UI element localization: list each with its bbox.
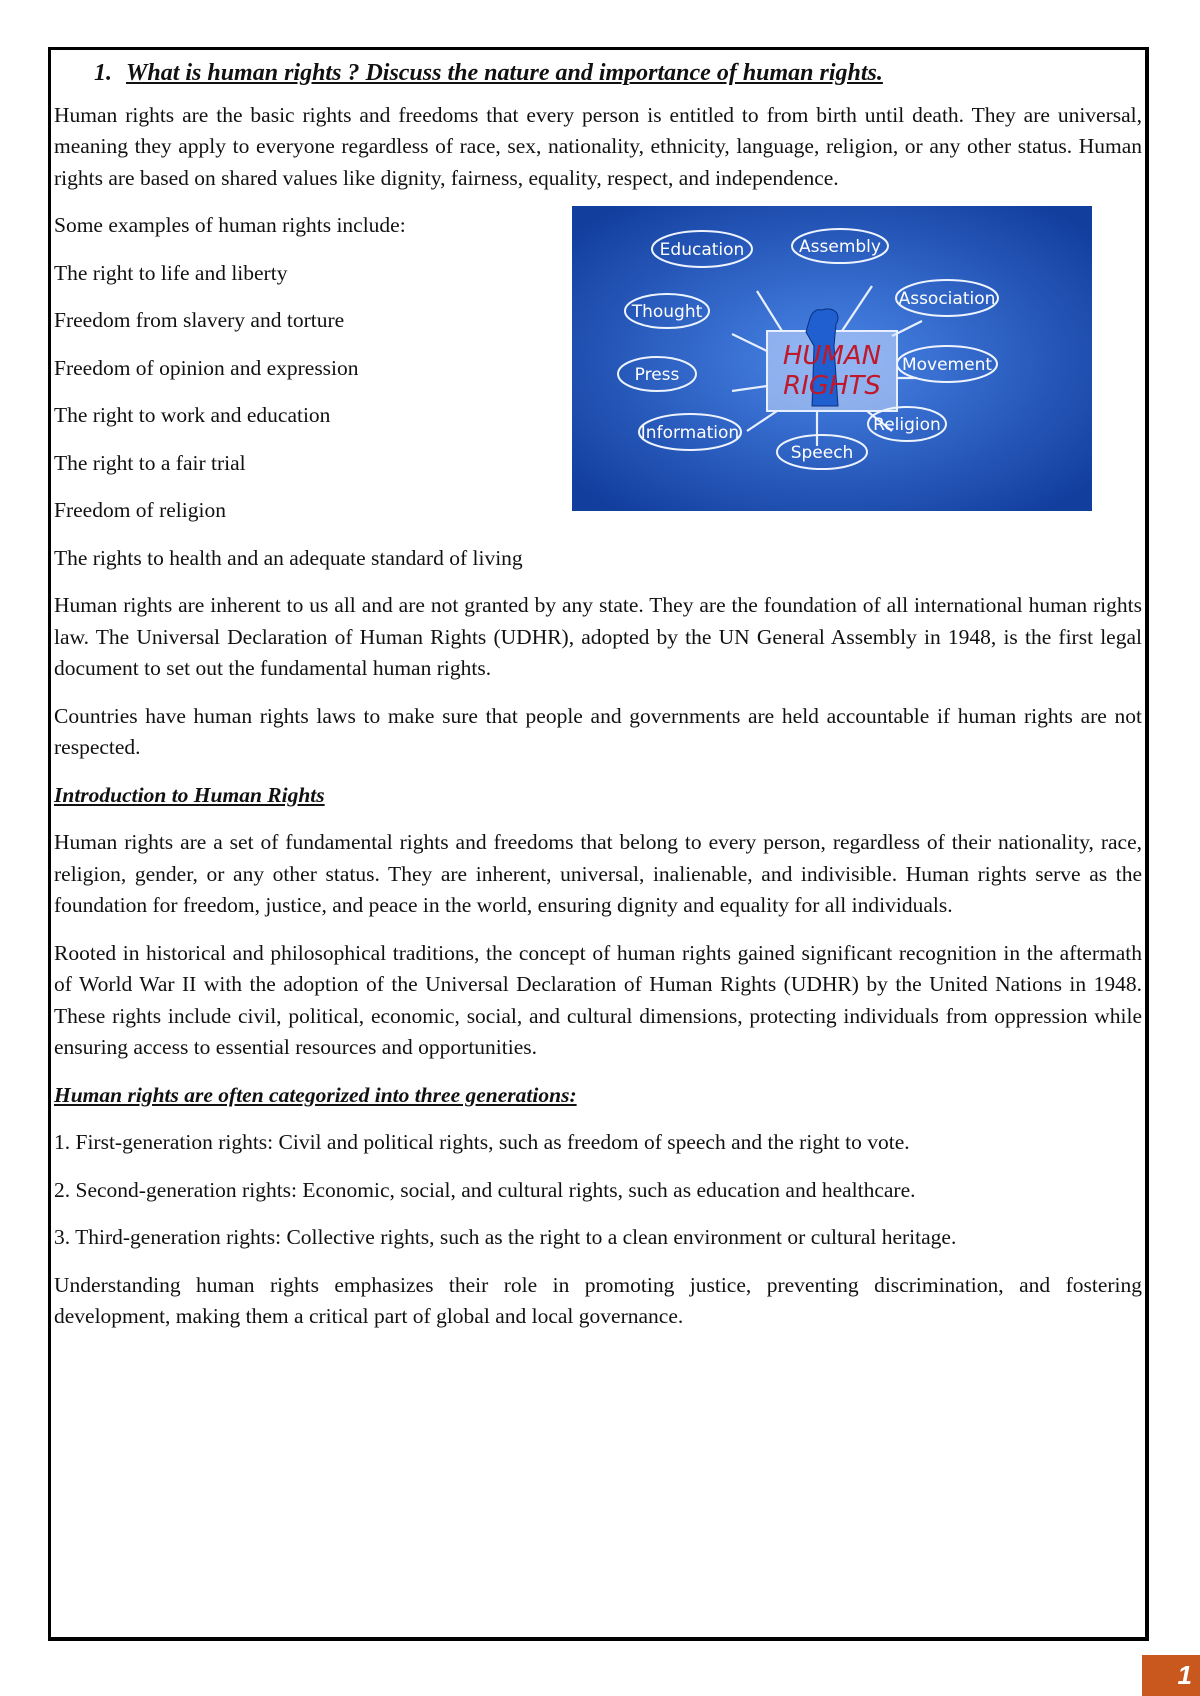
page-number: 1 [1142, 1655, 1200, 1696]
question-heading [94, 58, 1142, 90]
bubble-label-education: Education [659, 240, 745, 260]
closing-paragraph: Understanding human rights emphasizes their role in promoting justice, preventing discrimination, and fostering development, making them a critical part of global and local governance. [54, 1272, 1142, 1328]
bubble-label-assembly: Assembly [799, 237, 881, 257]
bubble-label-movement: Movement [901, 355, 993, 375]
section-heading-introduction: Introduction to Human Rights [54, 782, 325, 807]
examples-section [54, 210, 1142, 543]
intro-paragraph: Human rights are the basic rights and freedoms that every person is entitled to from birth until death. They are universal, meaning they apply to everyone regardless of race, sex, nationality, ethnicity, language, religion, or any other status. Human rights are based on shared values like dignity, fairness, equality, respect, and independence. [54, 102, 1142, 190]
examples-last-item: The rights to health and an adequate standard of living [54, 545, 523, 570]
countries-paragraph: Countries have human rights laws to make sure that people and governments are held accountable if human rights are not respected. [54, 703, 1142, 759]
document-body [54, 58, 1142, 1349]
bubble-label-press: Press [634, 365, 680, 385]
example-item: Freedom from slavery and torture [54, 308, 345, 332]
bubble-label-speech: Speech [790, 443, 854, 463]
bubble-label-religion: Religion [873, 415, 941, 435]
rooted-paragraph: Rooted in historical and philosophical traditions, the concept of human rights gained significant recognition in the aftermath of World War II with the adoption of the Universal Declaration of Human Rights (UDHR) by the United Nations in 1948. These rights include civil, political, economic, social, and cultural dimensions, protecting individuals from oppression while ensuring access to essential resources and opportunities. [54, 940, 1142, 1059]
center-label: HUMAN [782, 341, 882, 371]
generation-item: 3. Third-generation rights: Collective rights, such as the right to a clean environment or cultural heritage. [54, 1225, 957, 1249]
center-label: RIGHTS [783, 371, 881, 401]
example-item: The right to a fair trial [54, 450, 246, 475]
bubble-label-information: Information [640, 423, 740, 443]
inherent-paragraph: Human rights are inherent to us all and are not granted by any state. They are the foundation of all international human rights law. The Universal Declaration of Human Rights (UDHR), adopted by the UN General Assembly in 1948, is the first legal document to set out the fundamental human rights. [54, 593, 1142, 680]
generation-item: 2. Second-generation rights: Economic, social, and cultural rights, such as education and healthcare. [54, 1177, 916, 1202]
example-item: The right to life and liberty [54, 260, 288, 285]
question-title: What is human rights ? Discuss the nature and importance of human rights. [126, 60, 883, 86]
examples-lead: Some examples of human rights include: [54, 213, 406, 237]
example-item: Freedom of religion [54, 498, 226, 522]
human-rights-diagram [572, 206, 1092, 511]
bubble-label-thought: Thought [631, 302, 703, 322]
example-item: The right to work and education [54, 403, 331, 427]
section-heading-generations: Human rights are often categorized into three generations: [54, 1082, 577, 1107]
bubble-label-association: Association [898, 289, 996, 309]
human-rights-image [572, 206, 1092, 511]
question-number: 1. [94, 60, 112, 86]
introduction-paragraph: Human rights are a set of fundamental rights and freedoms that belong to every person, regardless of their nationality, race, religion, gender, or any other status. They are inherent, universal, inalienable, and indivisible. Human rights serve as the foundation for freedom, justice, and peace in the world, ensuring dignity and equality for all individuals. [54, 830, 1142, 917]
generation-item: 1. First-generation rights: Civil and political rights, such as freedom of speech and the right to vote. [54, 1130, 910, 1154]
examples-list [54, 210, 572, 543]
example-item: Freedom of opinion and expression [54, 355, 359, 380]
